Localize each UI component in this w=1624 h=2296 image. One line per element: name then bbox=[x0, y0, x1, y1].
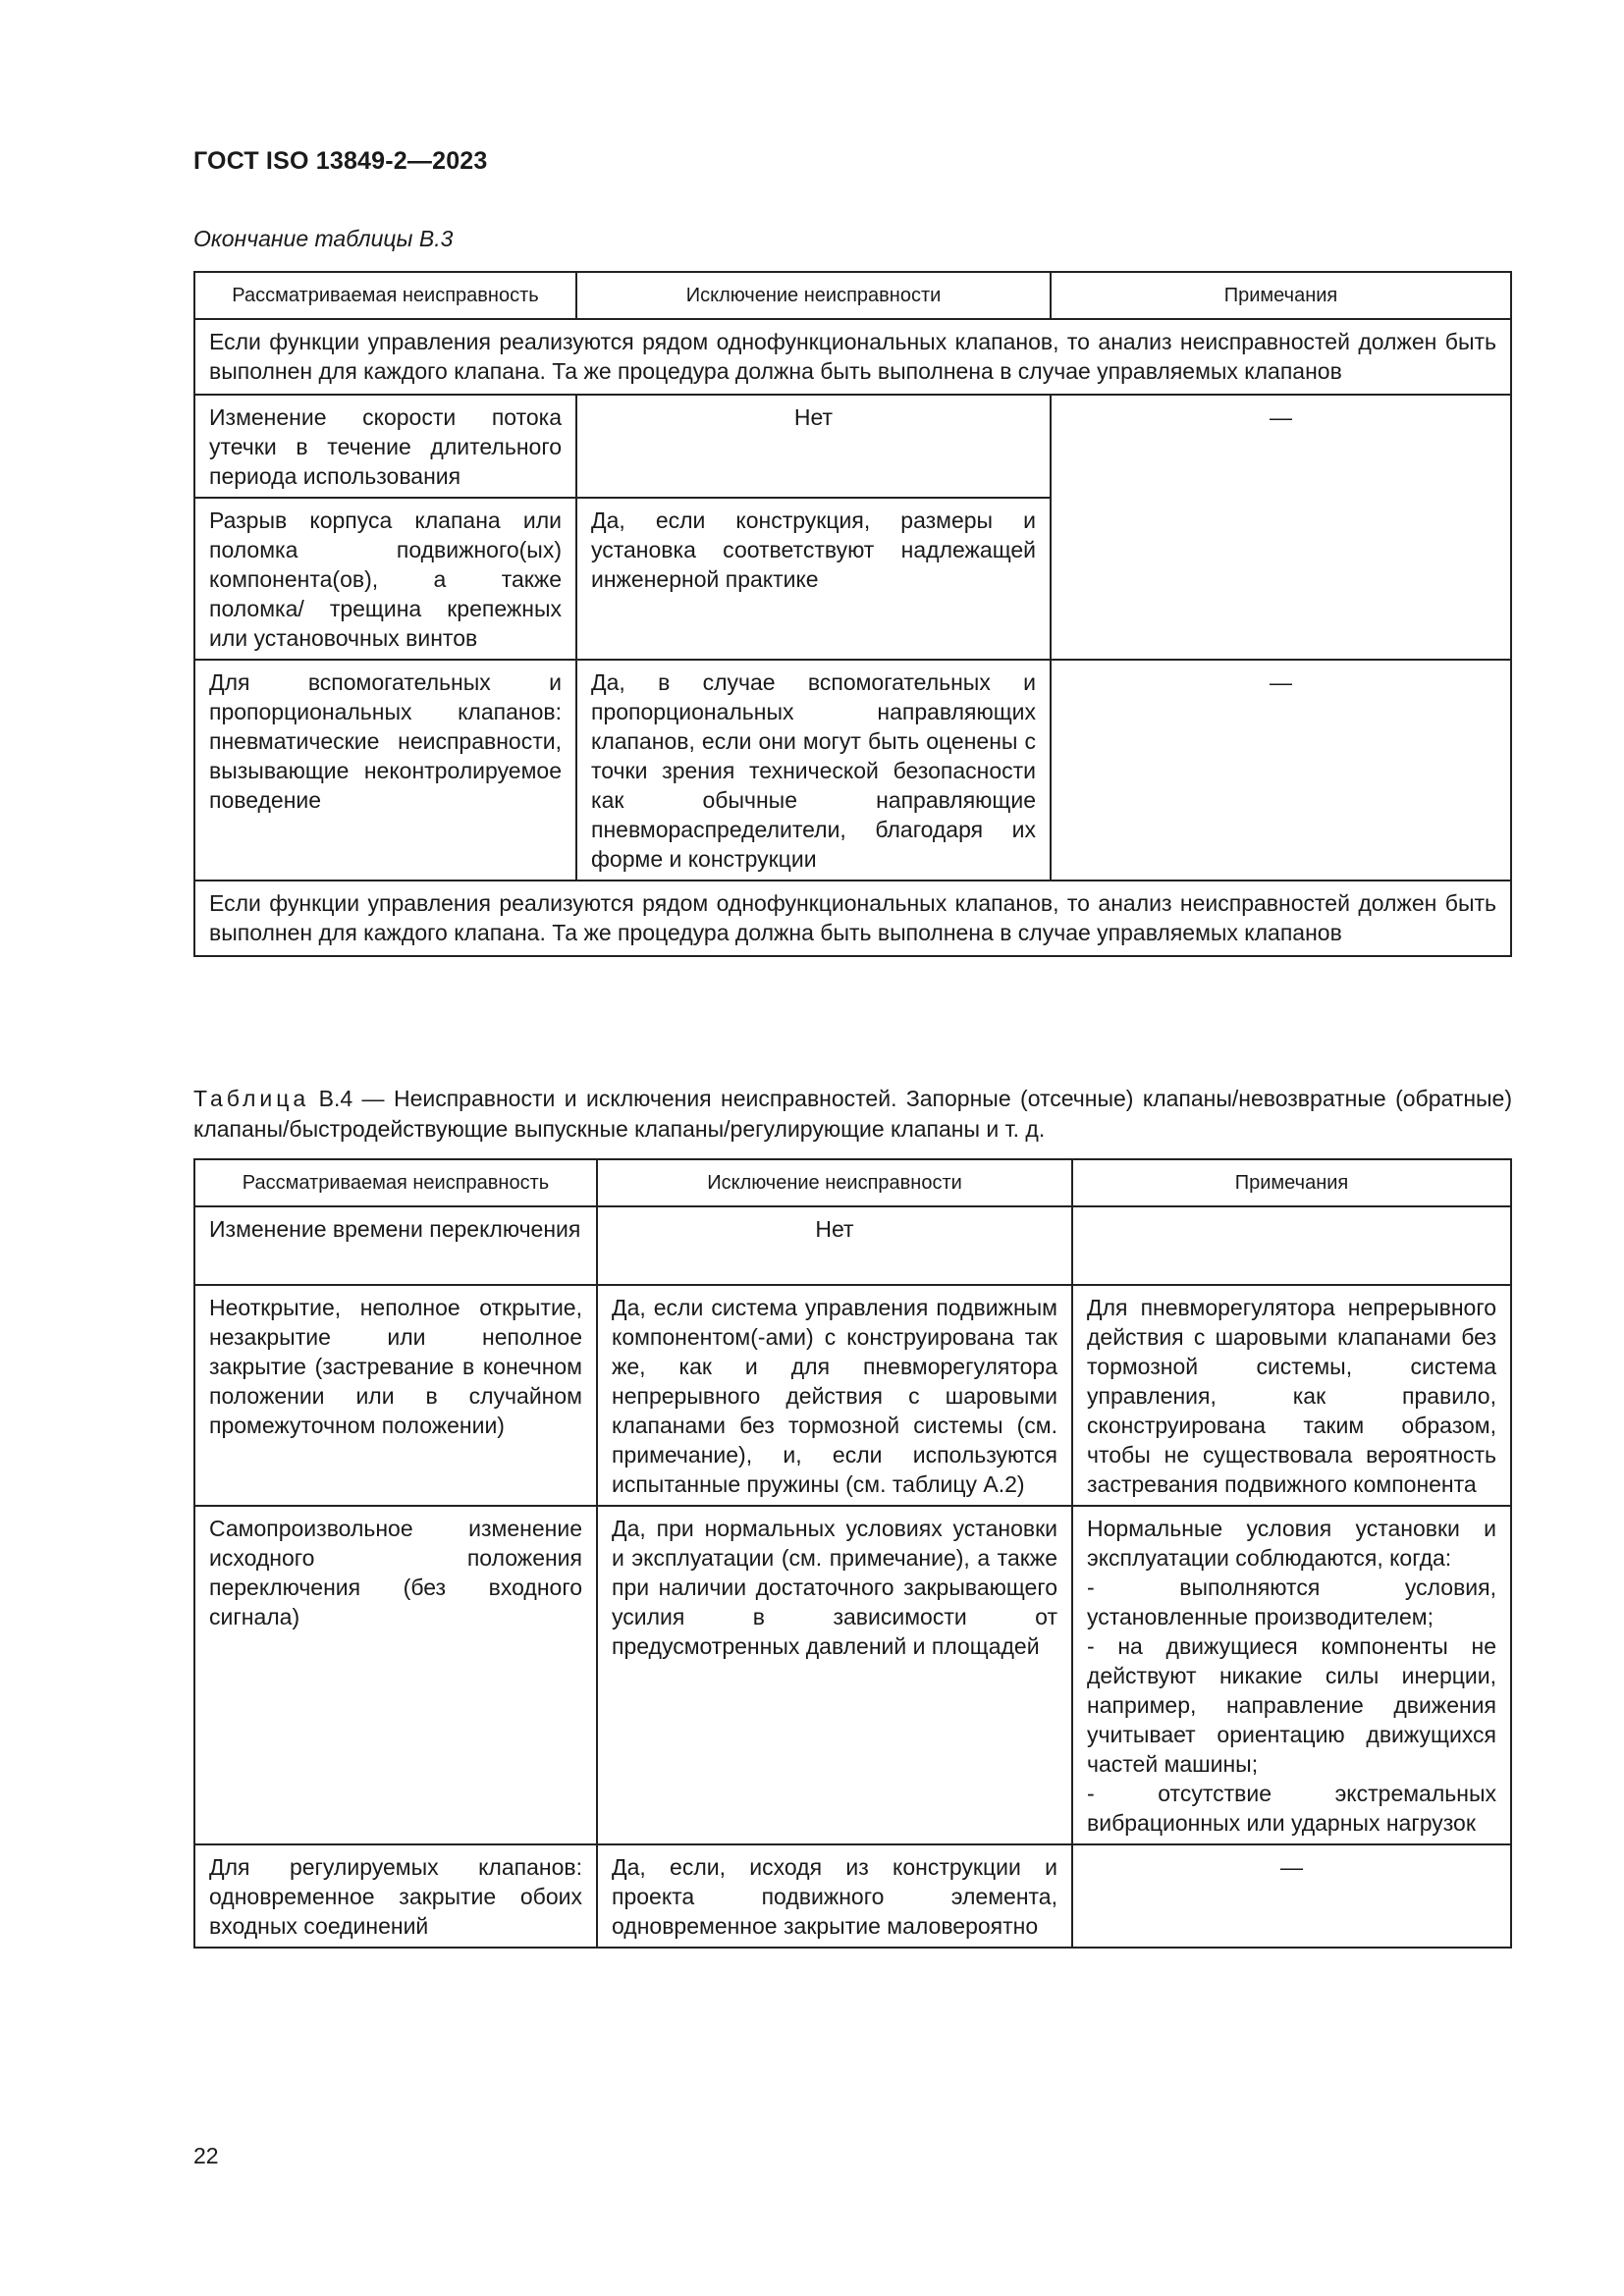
note-cell: — bbox=[1051, 395, 1511, 660]
page-number: 22 bbox=[193, 2143, 219, 2168]
table-title-text: В.4 — Неисправности и исключения неисправностей. Запорные (отсечные) клапаны/невозвратные (обратные) клапаны/быстродействующие выпускные клапаны/регулирующие клапаны и т. д. bbox=[193, 1086, 1512, 1142]
column-header: Исключение неисправности bbox=[576, 272, 1051, 319]
exclusion-cell: Да, если конструкция, размеры и установка соответствуют надлежащей инженерной практике bbox=[576, 498, 1051, 660]
spanning-note: Если функции управления реализуются рядом однофункциональных клапанов, то анализ неисправностей должен быть выполнен для каждого клапана. Та же процедура должна быть выполнена в случае управляемых клапанов bbox=[194, 881, 1511, 956]
note-cell: Для пневморегулятора непрерывного действия с шаровыми клапанами без тормозной системы, система управления, как правило, сконструирована таким образом, чтобы не существовала вероятность застревания подвижного компонента bbox=[1072, 1285, 1511, 1506]
exclusion-cell: Да, если система управления подвижным компонентом(-ами) с конструирована так же, как и для пневморегулятора непрерывного действия с шаровыми клапанами без тормозной системы (см. примечание), и, если используются испытанные пружины (см. таблицу А.2) bbox=[597, 1285, 1072, 1506]
note-cell bbox=[1072, 1206, 1511, 1285]
table-title-label: Таблица bbox=[193, 1086, 310, 1111]
table-row bbox=[194, 1285, 1511, 1506]
spanning-note: Если функции управления реализуются рядом однофункциональных клапанов, то анализ неисправностей должен быть выполнен для каждого клапана. Та же процедура должна быть выполнена в случае управляемых клапанов bbox=[194, 319, 1511, 395]
table-header-row bbox=[194, 272, 1511, 319]
table-b3 bbox=[193, 271, 1512, 957]
table-row bbox=[194, 881, 1511, 956]
fault-cell: Изменение скорости потока утечки в течение длительного периода использования bbox=[194, 395, 576, 498]
document-header: ГОСТ ISO 13849-2—2023 bbox=[193, 147, 488, 175]
table-row bbox=[194, 319, 1511, 395]
table-header-row bbox=[194, 1159, 1511, 1206]
fault-cell: Самопроизвольное изменение исходного положения переключения (без входного сигнала) bbox=[194, 1506, 597, 1844]
column-header: Примечания bbox=[1072, 1159, 1511, 1206]
table-row bbox=[194, 660, 1511, 881]
exclusion-cell: Нет bbox=[576, 395, 1051, 498]
note-line: - выполняются условия, установленные производителем; bbox=[1087, 1575, 1496, 1629]
table-b4 bbox=[193, 1158, 1512, 1949]
note-cell: — bbox=[1051, 660, 1511, 881]
column-header: Примечания bbox=[1051, 272, 1511, 319]
table-row bbox=[194, 1506, 1511, 1844]
fault-cell: Неоткрытие, неполное открытие, незакрытие или неполное закрытие (застревание в конечном положении или в случайном промежуточном положении) bbox=[194, 1285, 597, 1506]
table-row bbox=[194, 1206, 1511, 1285]
column-header: Рассматриваемая неисправность bbox=[194, 1159, 597, 1206]
fault-cell: Для регулируемых клапанов: одновременное закрытие обоих входных соединений bbox=[194, 1844, 597, 1948]
table-b4-title bbox=[193, 1084, 1512, 1145]
fault-cell: Для вспомогательных и пропорциональных клапанов: пневматические неисправности, вызывающие неконтролируемое поведение bbox=[194, 660, 576, 881]
column-header: Исключение неисправности bbox=[597, 1159, 1072, 1206]
note-line: - отсутствие экстремальных вибрационных или ударных нагрузок bbox=[1087, 1781, 1496, 1836]
exclusion-cell: Да, при нормальных условиях установки и эксплуатации (см. примечание), а также при наличии достаточного закрывающего усилия в зависимости от предусмотренных давлений и площадей bbox=[597, 1506, 1072, 1844]
table-row bbox=[194, 395, 1511, 498]
fault-cell: Разрыв корпуса клапана или поломка подвижного(ых) компонента(ов), а также поломка/ трещина крепежных или установочных винтов bbox=[194, 498, 576, 660]
note-line: - на движущиеся компоненты не действуют никакие силы инерции, например, направление движения учитывает ориентацию движущихся частей машины; bbox=[1087, 1633, 1496, 1777]
note-line: Нормальные условия установки и эксплуатации соблюдаются, когда: bbox=[1087, 1516, 1496, 1571]
exclusion-cell: Да, если, исходя из конструкции и проекта подвижного элемента, одновременное закрытие маловероятно bbox=[597, 1844, 1072, 1948]
exclusion-cell: Нет bbox=[597, 1206, 1072, 1285]
note-cell: — bbox=[1072, 1844, 1511, 1948]
table-row bbox=[194, 1844, 1511, 1948]
column-header: Рассматриваемая неисправность bbox=[194, 272, 576, 319]
table-continuation-caption: Окончание таблицы В.3 bbox=[193, 226, 454, 251]
note-cell bbox=[1072, 1506, 1511, 1844]
exclusion-cell: Да, в случае вспомогательных и пропорциональных направляющих клапанов, если они могут быть оценены с точки зрения технической безопасности как обычные направляющие пневмораспределители, благодаря их форме и конструкции bbox=[576, 660, 1051, 881]
fault-cell: Изменение времени переключения bbox=[194, 1206, 597, 1285]
